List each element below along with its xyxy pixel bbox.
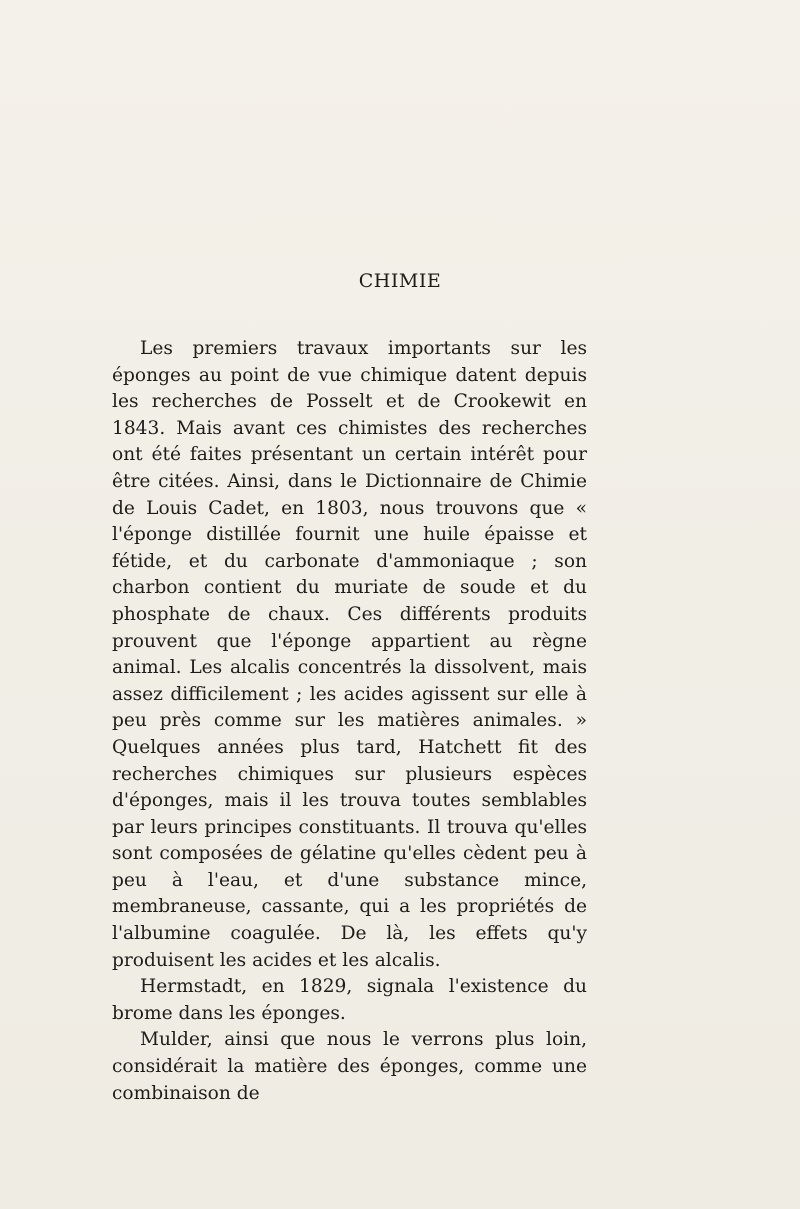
paragraph: Mulder, ainsi que nous le verrons plus loin, considérait la matière des éponges, comme une combinaison de [112, 1029, 587, 1104]
body-text [112, 336, 587, 1107]
section-heading: CHIMIE [358, 270, 442, 292]
paragraph: Les premiers travaux importants sur les éponges au point de vue chimique datent depuis les recherches de Posselt et de Crookewit en 1843. Mais avant ces chimistes des recherches ont été faites présentant un certain intérêt pour être citées. Ainsi, dans le Dictionnaire de Chimie de Louis Cadet, en 1803, nous trouvons que « l'éponge distillée fournit une huile épaisse et fétide, et du carbonate d'ammoniaque ; son charbon contient du muriate de soude et du phosphate de chaux. Ces différents produits prouvent que l'éponge appartient au règne animal. Les alcalis concentrés la dissolvent, mais assez difficilement ; les acides agissent sur elle à peu près comme sur les matières animales. » Quelques années plus tard, Hatchett fit des recherches chimiques sur plusieurs espèces d'éponges, mais il les trouva toutes semblables par leurs principes constituants. Il trouva qu'elles sont composées de gélatine qu'elles cèdent peu à peu à l'eau, et d'une substance mince, membraneuse, cassante, qui a les propriétés de l'albumine coagulée. De là, les effets qu'y produisent les acides et les alcalis. [112, 338, 587, 971]
paragraph: Hermstadt, en 1829, signala l'existence du brome dans les éponges. [112, 976, 587, 1024]
